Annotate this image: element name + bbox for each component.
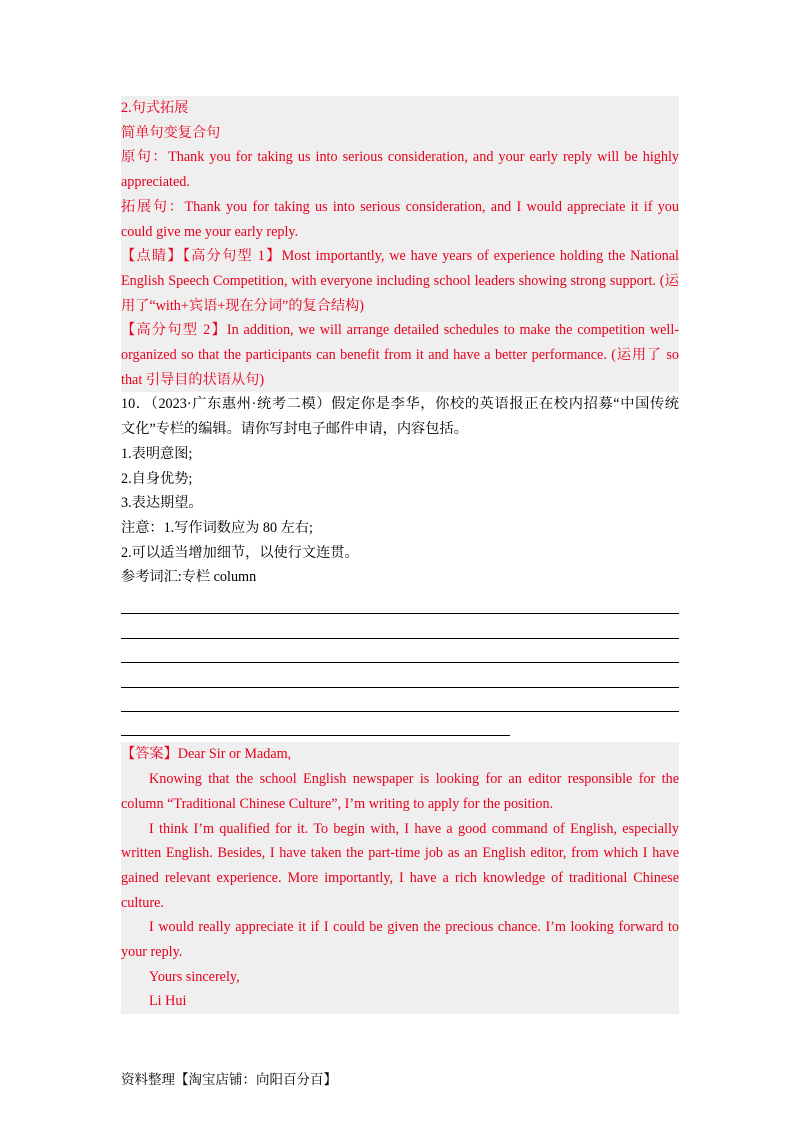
- section-subheading: 简单句变复合句: [121, 124, 221, 141]
- answer-line: [121, 639, 679, 663]
- question-10: [121, 392, 679, 590]
- answer-line: [121, 688, 679, 712]
- page-content: [121, 96, 679, 1014]
- question-prompt-line: 10．（2023·广东惠州·统考二模）假定你是李华，你校的英语报正在校内招募“中国传统: [121, 396, 679, 413]
- answer-line: [121, 614, 679, 638]
- answer-paragraph: I think I’m qualified for it. To begin with, I have a good command of English, especially written English. Besides, I have taken the part-time job as an English editor, from which I have gained relevant experience. More importantly, I have a rich knowledge of traditional Chinese culture.: [121, 820, 679, 911]
- original-sentence-line: appreciated.: [121, 174, 190, 191]
- requirement-item: 2.自身优势;: [121, 470, 193, 487]
- highlight-pattern-1-line: English Speech Competition, with everyone including school leaders showing strong support. (运: [121, 272, 679, 289]
- note-item: 注意：1.写作词数应为 80 左右;: [121, 519, 313, 536]
- answer-salutation: 【答案】Dear Sir or Madam,: [121, 746, 292, 763]
- highlight-pattern-1-line: 用了“with+宾语+现在分词”的复合结构): [121, 297, 364, 314]
- requirement-item: 3.表达期望。: [121, 495, 203, 512]
- highlight-pattern-2-line: that 引导目的状语从句): [121, 371, 265, 388]
- requirement-item: 1.表明意图;: [121, 445, 193, 462]
- page-footer: 资料整理【淘宝店铺：向阳百分百】: [121, 1072, 337, 1087]
- answer-lines: [121, 590, 679, 736]
- answer-paragraph: Knowing that the school English newspaper is looking for an editor responsible for the column “Traditional Chinese Culture”, I’m writing to apply for the position.: [121, 771, 679, 812]
- highlight-pattern-2-line: organized so that the participants can benefit from it and have a better performance. (运用了 so: [121, 347, 679, 364]
- question-prompt-line: 文化”专栏的编辑。请你写封电子邮件申请，内容包括。: [121, 421, 468, 438]
- sentence-expansion-section: [121, 96, 679, 392]
- answer-line: [121, 590, 679, 614]
- original-sentence-line: 原句：Thank you for taking us into serious consideration, and your early reply will be highly: [121, 149, 679, 166]
- highlight-pattern-2-line: 【高分句型 2】In addition, we will arrange detailed schedules to make the competition well-: [121, 322, 679, 339]
- answer-paragraph: I would really appreciate it if I could be given the precious chance. I’m looking forward to your reply.: [121, 919, 679, 961]
- note-item: 2.可以适当增加细节，以使行文连贯。: [121, 544, 359, 561]
- answer-section: [121, 742, 679, 1014]
- answer-signature: Li Hui: [149, 993, 187, 1010]
- answer-closing: Yours sincerely,: [149, 968, 240, 985]
- vocabulary-hint: 参考词汇:专栏 column: [121, 569, 257, 586]
- expanded-sentence-line: could give me your early reply.: [121, 223, 299, 240]
- section-heading: 2.句式拓展: [121, 100, 189, 116]
- answer-line: [121, 712, 510, 736]
- expanded-sentence-line: 拓展句：Thank you for taking us into serious consideration, and I would appreciate it if you: [121, 198, 679, 215]
- highlight-pattern-1-line: 【点睛】【高分句型 1】Most importantly, we have years of experience holding the National: [121, 248, 679, 265]
- answer-line: [121, 663, 679, 687]
